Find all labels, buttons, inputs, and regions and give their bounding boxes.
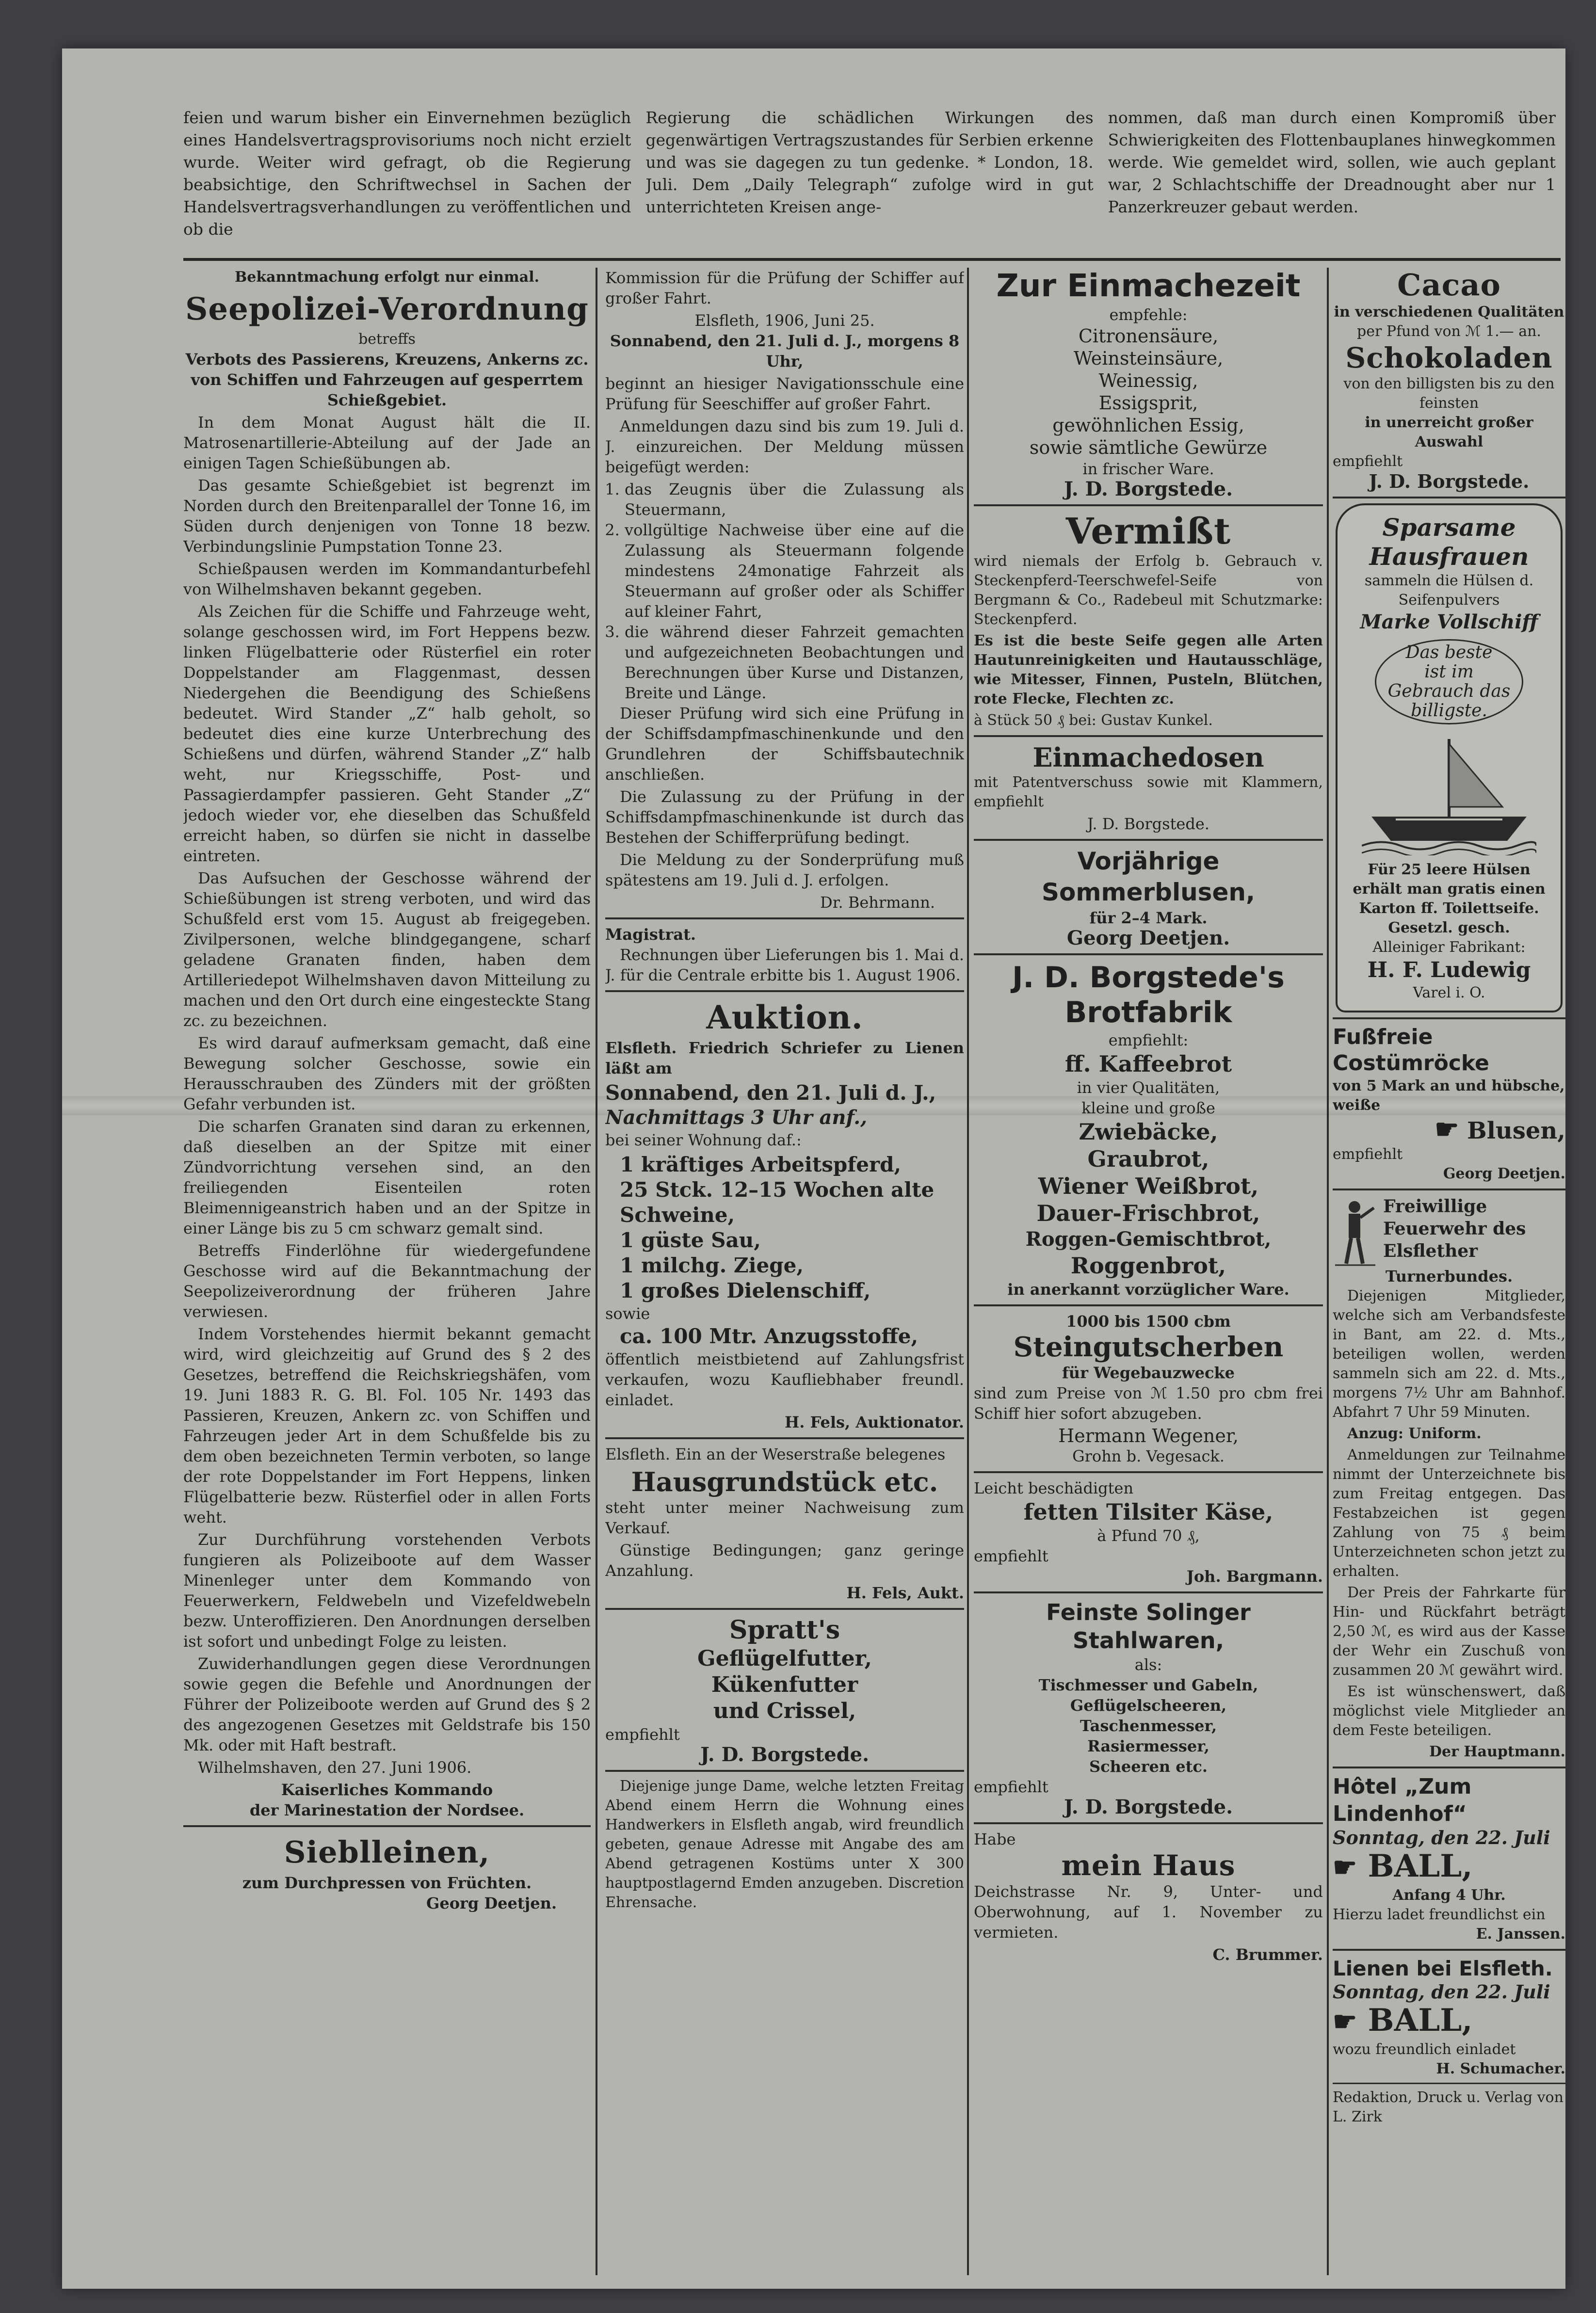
ordinance-title: Seepolizei-Verordnung <box>185 291 589 327</box>
feuerwehr-anzug: Anzug: Uniform. <box>1347 1425 1482 1442</box>
vermisst-text: wird niemals der Erfolg b. Gebrauch v. Steckenpferd-Teerschwefel-Seife von Bergmann & Co., Radebeul mit Schutzmarke: Steckenpferd. <box>974 553 1323 628</box>
vollschiff-brand: Marke Vollschiff <box>1360 610 1538 633</box>
divider <box>974 953 1323 955</box>
solinger-item: Rasiermesser, <box>1087 1737 1209 1755</box>
fireman-icon <box>1333 1198 1376 1266</box>
einmache-empfehle: empfehle: <box>1109 305 1188 324</box>
oval-text: Gebrauch das <box>1387 681 1511 701</box>
brotfabrik-item: Graubrot, <box>1087 1146 1209 1172</box>
feuerwehr-signature: Der Hauptmann. <box>1429 1743 1565 1760</box>
divider <box>1333 1767 1565 1768</box>
solinger-item: Taschenmesser, <box>1080 1717 1217 1735</box>
divider <box>183 1825 591 1827</box>
ordinance-date: Wilhelmshaven, den 27. Juni 1906. <box>198 1758 472 1777</box>
vollschiff-oval <box>1375 639 1523 724</box>
brotfabrik-note: in vier Qualitäten, <box>1077 1078 1220 1097</box>
costume-blusen-label: Blusen, <box>1467 1117 1565 1144</box>
einmache-title: Zur Einmachezeit <box>996 268 1301 304</box>
brotfabrik-item: Dauer-Frischbrot, <box>1036 1200 1260 1226</box>
house-signature: H. Fels, Aukt. <box>846 1584 964 1602</box>
brotfabrik-empfiehlt: empfiehlt: <box>1108 1031 1189 1049</box>
lienen-date: Sonntag, den 22. Juli <box>1333 1981 1550 2003</box>
hotel-ball-label: BALL, <box>1368 1848 1473 1884</box>
scherben-text: sind zum Preise von ℳ 1.50 pro cbm frei Schiff hier sofort abzugeben. <box>974 1384 1323 1423</box>
divider <box>605 990 964 992</box>
ordinance-paragraph: Indem Vorstehendes hiermit bekannt gemacht wird, wird gleichzeitig auf Grund des § 2 des Gesetzes, betreffend die Reichskriegshäfen, vom 19. Juni 1883 R. G. Bl. Fol. 105 Nr. 1493 das Passieren, Kreuzen, Ankern zc. von Schiffen und Fahrzeugen jeder Art in dem Schußfelde bis zu dem oben bezeichneten Termin verboten, so lange der rote Doppelstander im Fort Heppens, linken Flügelbatterie bezw. Rüsterfiel oder in allen Forts weht. <box>183 1325 591 1526</box>
lienen-invite: wozu freundlich einladet <box>1333 2041 1516 2058</box>
spratt-item: Geflügelfutter, <box>697 1646 872 1671</box>
ordinance-paragraph: Das gesamte Schießgebiet ist begrenzt im Norden durch den Breitenparallel der Tonne 16, im Süden durch denjenigen von Tonne 18 bezw. Verbindungslinie Pumpstation Tonne 23. <box>183 476 591 556</box>
divider <box>1333 497 1565 498</box>
exam-signature: Dr. Behrmann. <box>820 893 935 912</box>
exam-paragraph: Anmeldungen dazu sind bis zum 19. Juli d. J. einzureichen. Der Meldung müssen beigefügt werden: <box>605 417 964 476</box>
solinger-title: Feinste Solinger Stahlwaren, <box>1046 1599 1251 1654</box>
ordinance-signature: Kaiserliches Kommando <box>281 1781 493 1799</box>
lienen-ball <box>1333 2002 1565 2040</box>
header-rule <box>183 258 1561 261</box>
top-col-3: nommen, daß man durch einen Kompromiß über Schwierigkeiten des Flottenbauplanes hinwegkommen werde. Wie gemeldet wird, sollen, wie auch geplant war, 2 Schlachtschiffe der Dreadnought aber nur 1 Panzerkreuzer gebaut werden. <box>1108 108 1556 216</box>
brotfabrik-item: Wiener Weißbrot, <box>1038 1173 1259 1199</box>
brotfabrik-item: Roggen-Gemischtbrot, <box>1025 1228 1272 1251</box>
kase-price: à Pfund 70 ₰, <box>1097 1526 1200 1545</box>
einmache-signature: J. D. Borgstede. <box>1064 478 1233 500</box>
pointing-hand-icon: ☛ <box>1333 1851 1357 1883</box>
vollschiff-maker: H. F. Ludewig <box>1367 958 1531 982</box>
vermisst-text: Es ist die beste Seife gegen alle Arten Hautunreinigkeiten und Hautausschläge, wie Mitesser, Finnen, Pusteln, Blütchen, rote Flecke, Flechten zc. <box>974 632 1323 707</box>
ordinance-subtitle: Verbots des Passierens, Kreuzens, Ankerns zc. von Schiffen und Fahrzeugen auf gesperrtem Schießgebiet. <box>185 350 589 409</box>
auction-signature: H. Fels, Auktionator. <box>784 1413 964 1431</box>
hotel-date: Sonntag, den 22. Juli <box>1333 1827 1550 1848</box>
lienen-signature: H. Schumacher. <box>1436 2060 1565 2077</box>
solinger-item: Scheeren etc. <box>1089 1757 1208 1776</box>
house-intro: Elsfleth. Ein an der Weserstraße belegenes <box>605 1445 946 1463</box>
einmache-item: Weinsteinsäure, <box>1073 348 1224 369</box>
oval-text: ist im <box>1424 662 1474 682</box>
haus-text: Deichstrasse Nr. 9, Unter- und Oberwohnung, auf 1. November zu vermieten. <box>974 1882 1323 1942</box>
top-col-1: feien und warum bisher ein Einvernehmen bezüglich eines Handelsvertragsprovisoriums noch nicht erzielt wurde. Weiter wird gefragt, ob die Regierung beabsichtige, den Schriftwechsel in Sachen der Handelsvertragsverhandlungen zu veröffentlichen und ob die <box>183 108 631 239</box>
vollschiff-text: sammeln die Hülsen d. Seifenpulvers <box>1364 572 1534 609</box>
hotel-invite: Hierzu ladet freundlichst ein <box>1333 1906 1546 1923</box>
auction-intro: Elsfleth. Friedrich Schriefer zu Lienen läßt am <box>605 1039 964 1077</box>
column-2 <box>605 268 964 2275</box>
column-rule <box>967 268 969 2275</box>
vollschiff-ad <box>1336 503 1563 1012</box>
exam-paragraph: Die Zulassung zu der Prüfung in der Schiffsdampfmaschinenkunde ist durch das Bestehen der Schifferprüfung bedingt. <box>605 787 964 847</box>
feuerwehr-text: Der Preis der Fahrkarte für Hin- und Rückfahrt beträgt 2,50 ℳ, es wird aus der Kasse der Wehr ein Zuschuß von zusammen 20 ℳ gewährt wird. <box>1333 1584 1565 1679</box>
blusen-price: für 2–4 Mark. <box>1089 909 1208 927</box>
column-rule <box>596 268 597 2275</box>
ordinance-paragraph: Es wird darauf aufmerksam gemacht, daß eine Bewegung solcher Geschosse, sowie ein Herausschrauben des Zünders mit der größten Gefahr verbunden ist. <box>183 1034 591 1113</box>
divider <box>974 735 1323 737</box>
schokoladen-title: Schokoladen <box>1345 341 1553 374</box>
imprint: Redaktion, Druck u. Verlag von L. Zirk <box>1333 2089 1564 2125</box>
column-rule <box>1327 268 1329 2275</box>
exam-date: Elsfleth, 1906, Juni 25. <box>694 311 875 330</box>
feuerwehr-title: Freiwillige Feuerwehr des Elsflether <box>1383 1196 1526 1261</box>
ordinance-betreffs: betreffs <box>358 331 416 348</box>
brotfabrik-quality: in anerkannt vorzüglicher Ware. <box>1007 1280 1290 1299</box>
solinger-item: Geflügelscheeren, <box>1070 1696 1227 1715</box>
ordinance-paragraph: In dem Monat August hält die II. Matrosenartillerie-Abteilung auf der Jade an einigen Tagen Schießübungen ab. <box>183 413 591 472</box>
kase-empfiehlt: empfiehlt <box>974 1547 1048 1565</box>
vollschiff-city: Varel i. O. <box>1413 984 1485 1001</box>
brotfabrik-title: J. D. Borgstede's <box>1012 961 1285 995</box>
ordinance-signature: der Marinestation der Nordsee. <box>249 1801 525 1819</box>
einmache-item: Citronensäure, <box>1078 325 1219 347</box>
costume-text: von 5 Mark an und hübsche, weiße <box>1333 1077 1565 1114</box>
ad-subtitle: zum Durchpressen von Früchten. <box>242 1874 532 1892</box>
magistrat-text: Rechnungen über Lieferungen bis 1. Mai d. J. für die Centrale erbitte bis 1. August 1906. <box>605 946 964 984</box>
brotfabrik-item: ff. Kaffeebrot <box>1064 1051 1232 1077</box>
ordinance-paragraph: Schießpausen werden im Kommandanturbefehl von Wilhelmshaven bekannt gegeben. <box>183 560 591 598</box>
top-continuation <box>183 107 1556 252</box>
divider <box>605 1437 964 1439</box>
auction-item: 25 Stck. 12–15 Wochen alte Schweine, <box>620 1178 935 1227</box>
costume-blusen <box>1333 1115 1565 1145</box>
spratt-item: Kükenfutter <box>711 1672 858 1697</box>
schokoladen-signature: J. D. Borgstede. <box>1369 470 1530 492</box>
auction-time: Nachmittags 3 Uhr anf., <box>605 1106 868 1129</box>
ordinance-paragraph: Als Zeichen für die Schiffe und Fahrzeuge weht, solange geschossen wird, im Fort Heppens bezw. linken Flügelbatterie oder Rüsterfiel ein roter Doppelstander am Flaggenmast, dessen Niedergehen die Beendigung des Schießens bedeutet. Wird Stander „Z“ halb geholt, so bedeutet dies eine kurze Unterbrechung des Schießens und dürfen, während Stander „Z“ halb weht, nur Kriegsschiffe, Post- und Passagierdampfer passieren. Geht Stander „Z“ jedoch wieder vor, ehe dieselben das Schußfeld erreicht haben, so dürfen sie nicht in dasselbe eintreten. <box>183 602 591 865</box>
vermisst-price: à Stück 50 ₰ bei: Gustav Kunkel. <box>974 712 1213 729</box>
brotfabrik-item: Roggenbrot, <box>1070 1253 1226 1279</box>
ordinance-paragraph: Das Aufsuchen der Geschosse während der Schießübungen ist streng verboten, und wird das Schußfeld erst vom 15. August ab freigegeben. Zivilpersonen, welche blindgegangene, scharf geladene Granaten finden, haben dem Artilleriedepot Wilhelmshaven davon Mitteilung zu machen und den Ort durch eine eingesteckte Stang zc. zu bezeichnen. <box>183 869 591 1030</box>
schokoladen-text: von den billigsten bis zu den feinsten <box>1343 375 1555 412</box>
dosen-text: mit Patentverschuss sowie mit Klammern, empfiehlt <box>974 774 1323 810</box>
ordinance-paragraph: Betreffs Finderlöhne für wiedergefundene Geschosse wird auf die Bekanntmachung der Seepolizeiverordnung der früheren Jahre verwiesen. <box>183 1241 591 1321</box>
divider <box>1333 2083 1565 2084</box>
scherben-signature: Hermann Wegener, <box>1058 1425 1239 1446</box>
cacao-price: per Pfund von ℳ 1.— an. <box>1357 323 1541 340</box>
auction-date: Sonnabend, den 21. Juli d. J., <box>605 1081 936 1105</box>
auction-title: Auktion. <box>706 998 863 1036</box>
divider <box>1333 1949 1565 1951</box>
dosen-title: Einmachedosen <box>1032 742 1264 773</box>
hotel-signature: E. Janssen. <box>1476 1926 1565 1943</box>
vollschiff-title: Sparsame Hausfrauen <box>1369 513 1529 571</box>
haus-habe: Habe <box>974 1830 1016 1848</box>
spratt-signature: J. D. Borgstede. <box>700 1743 870 1766</box>
list-item: 3. die während dieser Fahrzeit gemachten und aufgezeichneten Beobachtungen und Berechnungen über Kurse und Distanzen, Breite und Länge. <box>625 622 964 703</box>
feuerwehr-text: Diejenigen Mitglieder, welche sich am Verbandsfeste in Bant, am 22. d. Mts., beteiligen wollen, werden sammeln sich am 22. d. Mts., morgens 7½ Uhr am Bahnhof. Abfahrt 7 Uhr 59 Minuten. <box>1333 1287 1565 1421</box>
exam-paragraph: Die Meldung zu der Sonderprüfung muß spätestens am 19. Juli d. J. erfolgen. <box>605 851 964 889</box>
haus-signature: C. Brummer. <box>1212 1945 1323 1964</box>
spratt-empfiehlt: empfiehlt <box>605 1725 680 1744</box>
exam-paragraph: beginnt an hiesiger Navigationsschule eine Prüfung für Seeschiffer auf großer Fahrt. <box>605 374 964 413</box>
costume-signature: Georg Deetjen. <box>1443 1165 1565 1182</box>
lienen-ball-label: BALL, <box>1368 2002 1473 2039</box>
newspaper-page <box>62 48 1565 2289</box>
divider <box>605 1770 964 1772</box>
einmache-item: sowie sämtliche Gewürze <box>1029 437 1268 458</box>
divider <box>605 917 964 919</box>
auction-item: ca. 100 Mtr. Anzugsstoffe, <box>620 1324 919 1348</box>
top-col-2: Regierung die schädlichen Wirkungen des gegenwärtigen Vertragszustandes für Serbien erkenne und was sie dagegen zu tun gedenke. * London, 18. Juli. Dem „Daily Telegraph“ zufolge wird in gut unterrichteten Kreisen ange- <box>645 108 1094 216</box>
schokoladen-empfiehlt: empfiehlt <box>1333 453 1403 470</box>
pointing-hand-icon: ☛ <box>1333 2006 1357 2038</box>
scherben-title: Steingutscherben <box>1013 1331 1284 1363</box>
schokoladen-text: in unerreicht großer Auswahl <box>1365 414 1533 450</box>
brotfabrik-note: kleine und große <box>1081 1099 1215 1117</box>
exam-requirements <box>605 479 964 703</box>
solinger-signature: J. D. Borgstede. <box>1064 1796 1233 1818</box>
vollschiff-offer: Für 25 leere Hülsen erhält man gratis einen Karton ff. Toilettseife. Gesetzl. gesch. <box>1353 861 1546 936</box>
divider <box>974 839 1323 841</box>
spratt-item: und Crissel, <box>713 1699 856 1723</box>
kase-title: fetten Tilsiter Käse, <box>1023 1499 1274 1525</box>
haus-title: mein Haus <box>1061 1849 1236 1882</box>
divider <box>974 1304 1323 1306</box>
spratt-title: Spratt's <box>729 1615 840 1645</box>
ordinance-paragraph: Zur Durchführung vorstehenden Verbots fungieren als Polizeiboote auf dem Wasser Minenleger unter dem Kommando von Feuerwerkern, Feldwebeln und Vizefeldwebeln bezw. Unteroffizieren. Den Anordnungen derselben ist sofort und unbedingt Folge zu leisten. <box>183 1530 591 1651</box>
lienen-title: Lienen bei Elsfleth. <box>1333 1957 1553 1980</box>
scherben-signature: Grohn b. Vegesack. <box>1072 1447 1225 1465</box>
scherben-amount: 1000 bis 1500 cbm <box>1066 1312 1231 1331</box>
blusen-signature: Georg Deetjen. <box>1066 927 1230 949</box>
notice-note: Bekanntmachung erfolgt nur einmal. <box>234 269 540 286</box>
house-text: Günstige Bedingungen; ganz geringe Anzahlung. <box>605 1541 964 1580</box>
cacao-text: in verschiedenen Qualitäten <box>1334 304 1564 321</box>
oval-text: Das beste <box>1405 642 1493 662</box>
hotel-title: Hôtel „Zum Lindenhof“ <box>1333 1774 1472 1826</box>
list-item: 2. vollgültige Nachweise über eine auf die Zulassung als Steuermann folgende mindestens 24monatige Fahrzeit als Steuermann auf großer oder als Schiffer auf kleiner Fahrt, <box>625 520 964 622</box>
divider <box>1333 1189 1565 1190</box>
einmache-item: Essigsprit, <box>1098 392 1198 414</box>
auction-sowie: sowie <box>605 1304 650 1323</box>
ad-title: Sieblleinen, <box>284 1834 490 1870</box>
exam-heading: Sonnabend, den 21. Juli d. J., morgens 8 Uhr, <box>610 332 960 370</box>
brotfabrik-title: Brotfabrik <box>1064 996 1232 1029</box>
auction-item: 1 güste Sau, <box>620 1228 761 1252</box>
costume-title: Fußfreie Costümröcke <box>1333 1025 1489 1076</box>
exam-paragraph: Dieser Prüfung wird sich eine Prüfung in der Schiffsdampfmaschinenkunde und den Grundlehren der Schiffsbautechnik anschließen. <box>605 704 964 784</box>
column-1 <box>183 268 591 2275</box>
ship-icon <box>1362 729 1536 855</box>
cacao-title: Cacao <box>1397 268 1501 303</box>
solinger-empfiehlt: empfiehlt <box>974 1778 1048 1796</box>
column-4 <box>1333 268 1565 2275</box>
solinger-als: als: <box>1134 1655 1162 1674</box>
list-item: 1. das Zeugnis über die Zulassung als Steuermann, <box>625 479 964 520</box>
einmache-item: gewöhnlichen Essig, <box>1052 415 1244 436</box>
vollschiff-maker-label: Alleiniger Fabrikant: <box>1372 939 1526 956</box>
einmache-item: in frischer Ware. <box>1082 460 1214 478</box>
column-3 <box>974 268 1323 2275</box>
ordinance-paragraph: Zuwiderhandlungen gegen diese Verordnungen sowie gegen die Befehle und Anordnungen der Führer der Polizeiboote werden auf Grund des § 2 des angezogenen Gesetzes mit Geldstrafe bis 150 Mk. oder mit Haft bestraft. <box>183 1654 591 1754</box>
hotel-time: Anfang 4 Uhr. <box>1392 1887 1506 1904</box>
kase-signature: Joh. Bargmann. <box>1186 1567 1323 1586</box>
divider <box>974 1471 1323 1473</box>
costume-empfiehlt: empfiehlt <box>1333 1146 1403 1163</box>
house-title: Hausgrundstück etc. <box>631 1466 938 1497</box>
solinger-item: Tischmesser und Gabeln, <box>1038 1676 1258 1694</box>
magistrat-heading: Magistrat. <box>605 925 696 944</box>
feuerwehr-title: Turnerbundes. <box>1385 1267 1513 1285</box>
divider <box>974 1591 1323 1593</box>
kase-intro: Leicht beschädigten <box>974 1479 1134 1497</box>
feuerwehr-text: Es ist wünschenswert, daß möglichst viele Mitglieder an dem Feste beteiligen. <box>1333 1683 1565 1739</box>
divider <box>974 1822 1323 1824</box>
einmache-item: Weinessig, <box>1098 370 1198 391</box>
house-text: steht unter meiner Nachweisung zum Verkauf. <box>605 1498 964 1537</box>
hotel-ball <box>1333 1848 1565 1886</box>
auction-item: 1 milchg. Ziege, <box>620 1253 804 1277</box>
pointing-hand-icon: ☛ <box>1435 1113 1459 1145</box>
personal-notice: Diejenige junge Dame, welche letzten Freitag Abend einem Herrn die Wohnung eines Handwerkers in Elsfleth angab, wird freundlich gebeten, genaue Adresse mit Angabe des am Abend getragenen Kostüms unter X 300 hauptpostlagernd Emden anzugeben. Discretion Ehrensache. <box>605 1778 964 1911</box>
divider <box>1333 1017 1565 1019</box>
oval-text: billigste. <box>1411 701 1487 721</box>
scherben-purpose: für Wegebauzwecke <box>1062 1364 1235 1382</box>
ad-signature: Georg Deetjen. <box>426 1894 557 1912</box>
auction-item: 1 kräftiges Arbeitspferd, <box>620 1153 902 1176</box>
auction-terms: öffentlich meistbietend auf Zahlungsfrist verkaufen, wozu Kaufliebhaber freundl. einladet. <box>605 1350 964 1409</box>
exam-notice: Kommission für die Prüfung der Schiffer auf großer Fahrt. <box>605 269 964 307</box>
divider <box>605 1608 964 1610</box>
vermisst-title: Vermißt <box>1065 511 1231 552</box>
divider <box>974 504 1323 506</box>
ordinance-paragraph: Die scharfen Granaten sind daran zu erkennen, daß dieselben an der Spitze mit einer Zündvorrichtung versehen sind, an den freiliegenden Eisenteilen roten Bleimennigeanstrich haben und an der Spitze in einer Länge bis zu 5 cm schwarz gemalt sind. <box>183 1117 591 1237</box>
dosen-signature: J. D. Borgstede. <box>1087 815 1209 833</box>
blusen-title: Vorjährige Sommerblusen, <box>1042 847 1255 906</box>
brotfabrik-item: Zwiebäcke, <box>1079 1119 1218 1145</box>
feuerwehr-text: Anmeldungen zur Teilnahme nimmt der Unterzeichnete bis zum Freitag entgegen. Das Festabzeichen ist gegen Zahlung von 75 ₰ beim Unterzeichneten schon jetzt zu erhalten. <box>1333 1446 1565 1580</box>
auction-item: 1 großes Dielenschiff, <box>620 1279 871 1302</box>
auction-location: bei seiner Wohnung daf.: <box>605 1131 802 1149</box>
